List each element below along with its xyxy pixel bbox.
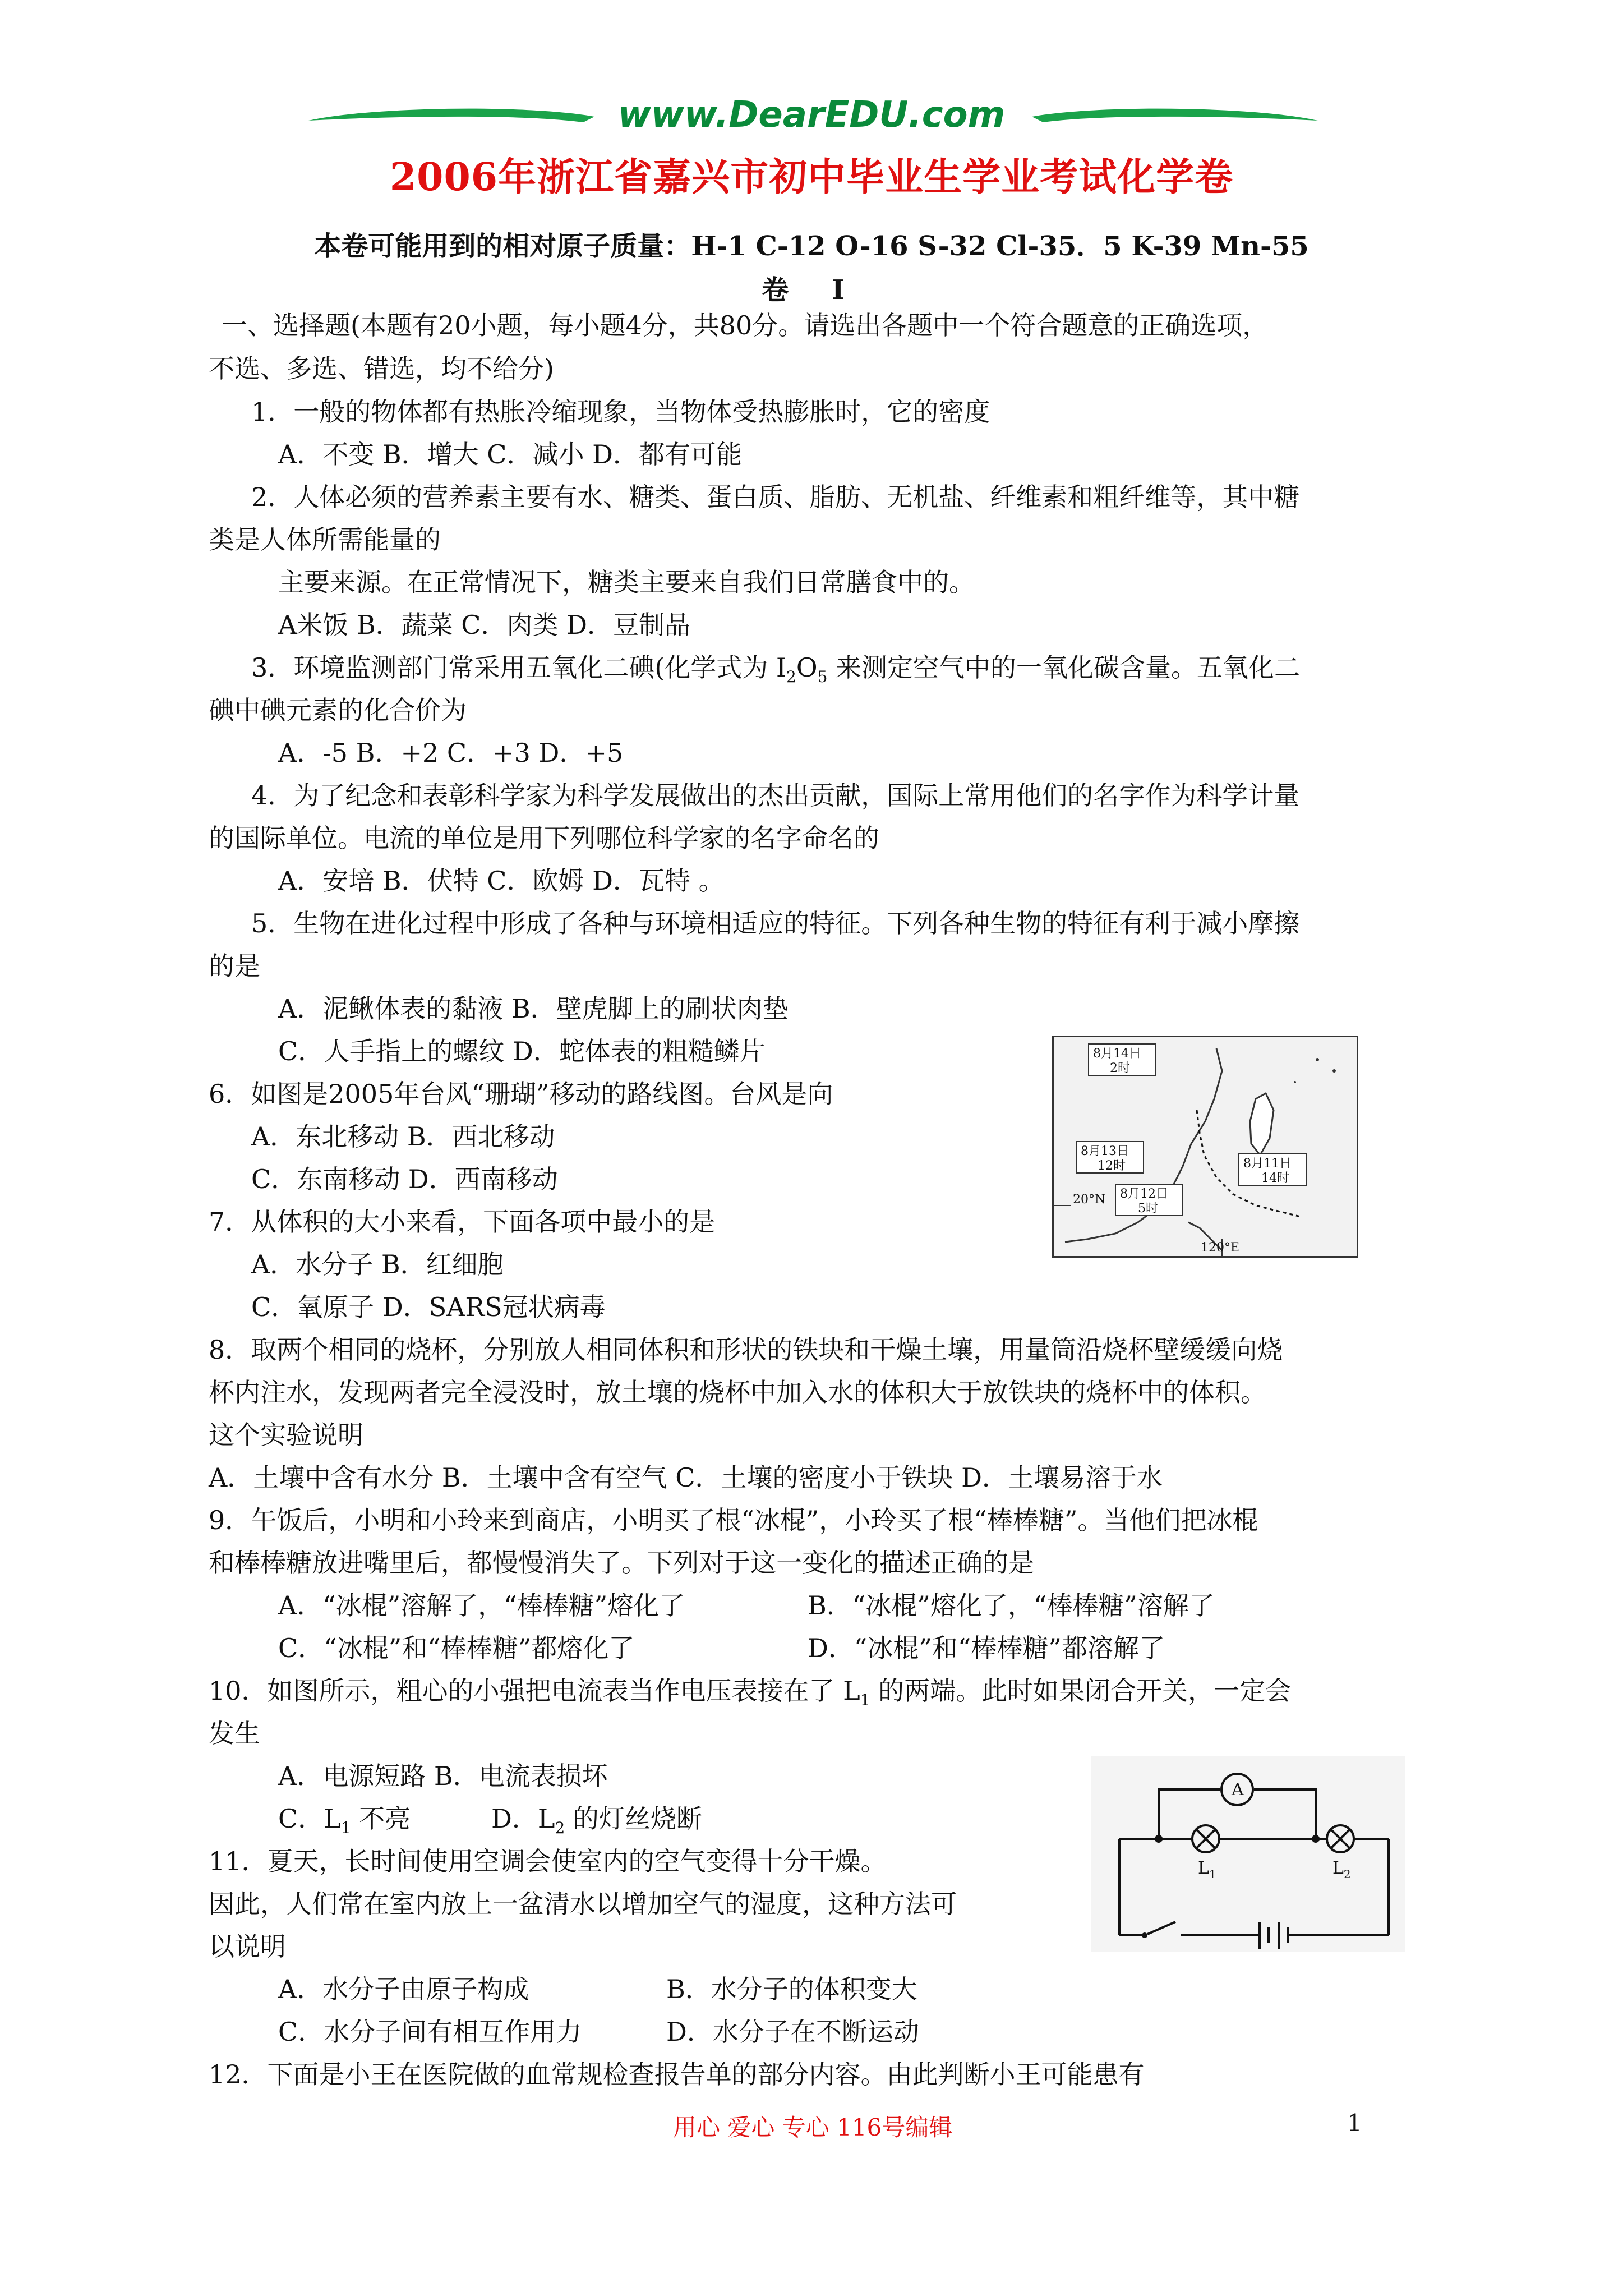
q11-stem-2: 因此，人们常在室内放上一盆清水以增加空气的湿度，这种方法可 xyxy=(209,1889,957,1919)
q11-option-b: B．水分子的体积变大 xyxy=(666,1974,917,2004)
q9-stem-2: 和棒棒糖放进嘴里后，都慢慢消失了。下列对于这一变化的描述正确的是 xyxy=(209,1548,1034,1578)
q1-options: A．不变 B．增大 C．减小 D．都有可能 xyxy=(278,439,742,470)
q3-options: A．-5 B．+2 C．+3 D．+5 xyxy=(278,738,624,768)
q5-options-cd: C．人手指上的螺纹 D．蛇体表的粗糙鳞片 xyxy=(278,1036,766,1066)
map-label-aug11: 8月11日 xyxy=(1243,1157,1292,1171)
q4-options: A．安培 B．伏特 C．欧姆 D．瓦特 。 xyxy=(278,866,725,896)
q4-stem-1: 4．为了纪念和表彰科学家为科学发展做出的杰出贡献，国际上常用他们的名字作为科学计量 xyxy=(251,780,1300,811)
q5-stem-2: 的是 xyxy=(209,951,260,981)
q12-stem: 12．下面是小王在医院做的血常规检查报告单的部分内容。由此判断小王可能患有 xyxy=(209,2059,1145,2090)
typhoon-map-drawing xyxy=(1054,1037,1357,1256)
q6-options-cd: C．东南移动 D．西南移动 xyxy=(251,1164,558,1194)
q2-stem-1: 2．人体必须的营养素主要有水、糖类、蛋白质、脂肪、无机盐、纤维素和粗纤维等，其中糖 xyxy=(251,482,1300,512)
map-latitude-label: 20°N xyxy=(1073,1193,1106,1207)
q11-option-d: D．水分子在不断运动 xyxy=(666,2017,919,2047)
circuit-diagram xyxy=(1091,1756,1405,1952)
q4-stem-2: 的国际单位。电流的单位是用下列哪位科学家的名字命名的 xyxy=(209,823,879,853)
section-intro-2: 不选、多选、错选，均不给分) xyxy=(209,353,554,384)
q11-stem-3: 以说明 xyxy=(209,1931,286,1962)
q9-option-c: C．“冰棍”和“棒棒糖”都熔化了 xyxy=(278,1633,635,1663)
page-title: 2006年浙江省嘉兴市初中毕业生学业考试化学卷 xyxy=(389,155,1234,200)
ammeter-label: A xyxy=(1232,1780,1244,1800)
q10-stem-2: 发生 xyxy=(209,1718,260,1749)
circuit-drawing xyxy=(1091,1756,1405,1952)
q2-options: A米饭 B．蔬菜 C．肉类 D．豆制品 xyxy=(278,610,690,640)
q8-options: A．土壤中含有水分 B．土壤中含有空气 C．土壤的密度小于铁块 D．土壤易溶于水 xyxy=(209,1462,1163,1493)
q11-option-a: A．水分子由原子构成 xyxy=(278,1974,529,2004)
q1-stem: 1．一般的物体都有热胀冷缩现象，当物体受热膨胀时，它的密度 xyxy=(251,397,990,427)
q6-stem: 6．如图是2005年台风“珊瑚”移动的路线图。台风是向 xyxy=(209,1079,833,1109)
page-number: 1 xyxy=(1347,2109,1362,2137)
map-label-aug14: 8月14日 xyxy=(1093,1047,1141,1061)
site-brand[interactable]: www.DearEDU.com xyxy=(617,94,1006,136)
q9-option-a: A．“冰棍”溶解了，“棒棒糖”熔化了 xyxy=(278,1590,685,1621)
lamp2-label: $L_2$ xyxy=(1332,1858,1351,1881)
q3-stem-2: 碘中碘元素的化合价为 xyxy=(209,695,467,725)
q10-option-c: C．$L_1$ 不亮 xyxy=(278,1803,411,1838)
map-label-aug14-time: 2时 xyxy=(1110,1061,1130,1075)
q2-stem-2: 类是人体所需能量的 xyxy=(209,524,441,555)
map-label-aug11-time: 14时 xyxy=(1261,1171,1289,1185)
q10-options-ab: A．电源短路 B．电流表损坏 xyxy=(278,1761,608,1791)
map-label-aug13: 8月13日 xyxy=(1081,1144,1129,1158)
q6-options-ab: A．东北移动 B．西北移动 xyxy=(251,1121,555,1152)
q7-options-ab: A．水分子 B．红细胞 xyxy=(251,1249,504,1280)
q2-stem-3: 主要来源。在正常情况下，糖类主要来自我们日常膳食中的。 xyxy=(278,567,975,597)
lamp1-label: $L_1$ xyxy=(1198,1858,1216,1881)
q9-option-d: D．“冰棍”和“棒棒糖”都溶解了 xyxy=(808,1633,1165,1663)
map-label-aug12: 8月12日 xyxy=(1120,1187,1168,1201)
q8-stem-3: 这个实验说明 xyxy=(209,1420,363,1450)
q5-options-ab: A．泥鳅体表的黏液 B．壁虎脚上的刷状肉垫 xyxy=(278,993,789,1024)
part-label: 卷 Ⅰ xyxy=(762,274,861,306)
q8-stem-2: 杯内注水，发现两者完全浸没时，放土壤的烧杯中加入水的体积大于放铁块的烧杯中的体积。 xyxy=(209,1377,1266,1407)
map-label-aug12-time: 5时 xyxy=(1138,1202,1158,1216)
q5-stem-1: 5．生物在进化过程中形成了各种与环境相适应的特征。下列各种生物的特征有利于减小摩擦 xyxy=(251,908,1300,938)
q9-stem-1: 9．午饭后，小明和小玲来到商店，小明买了根“冰棍”，小玲买了根“棒棒糖”。当他们把冰棍 xyxy=(209,1505,1258,1535)
map-label-aug13-time: 12时 xyxy=(1098,1159,1126,1173)
typhoon-map xyxy=(1052,1036,1358,1258)
atomic-mass-line: 本卷可能用到的相对原子质量：H-1 C-12 O-16 S-32 Cl-35．5 K-39 Mn-55 xyxy=(314,231,1309,262)
q10-stem-1: 10．如图所示，粗心的小强把电流表当作电压表接在了 $L_1$ 的两端。此时如果闭合开关，一定会 xyxy=(209,1676,1292,1710)
section-intro-1: 一、选择题(本题有20小题，每小题4分，共80分。请选出各题中一个符合题意的正确选项， xyxy=(222,310,1269,341)
q10-option-d: D．$L_2$ 的灯丝烧断 xyxy=(491,1803,702,1838)
q3-stem-1: 3．环境监测部门常采用五氧化二碘(化学式为 $I_2O_5$ 来测定空气中的一氧化碳含量。五氧化二 xyxy=(251,652,1301,687)
q9-option-b: B．“冰棍”熔化了，“棒棒糖”溶解了 xyxy=(808,1590,1215,1621)
q11-option-c: C．水分子间有相互作用力 xyxy=(278,2017,582,2047)
q8-stem-1: 8．取两个相同的烧杯，分别放人相同体积和形状的铁块和干燥土壤，用量筒沿烧杯壁缓缓向烧 xyxy=(209,1335,1283,1365)
q7-stem: 7．从体积的大小来看，下面各项中最小的是 xyxy=(209,1207,716,1237)
footer-text: 用心 爱心 专心 116号编辑 xyxy=(673,2114,953,2141)
q11-stem-1: 11．夏天，长时间使用空调会使室内的空气变得十分干燥。 xyxy=(209,1846,887,1876)
q7-options-cd: C．氧原子 D．SARS冠状病毒 xyxy=(251,1292,606,1322)
map-longitude-label: 120°E xyxy=(1201,1241,1240,1255)
